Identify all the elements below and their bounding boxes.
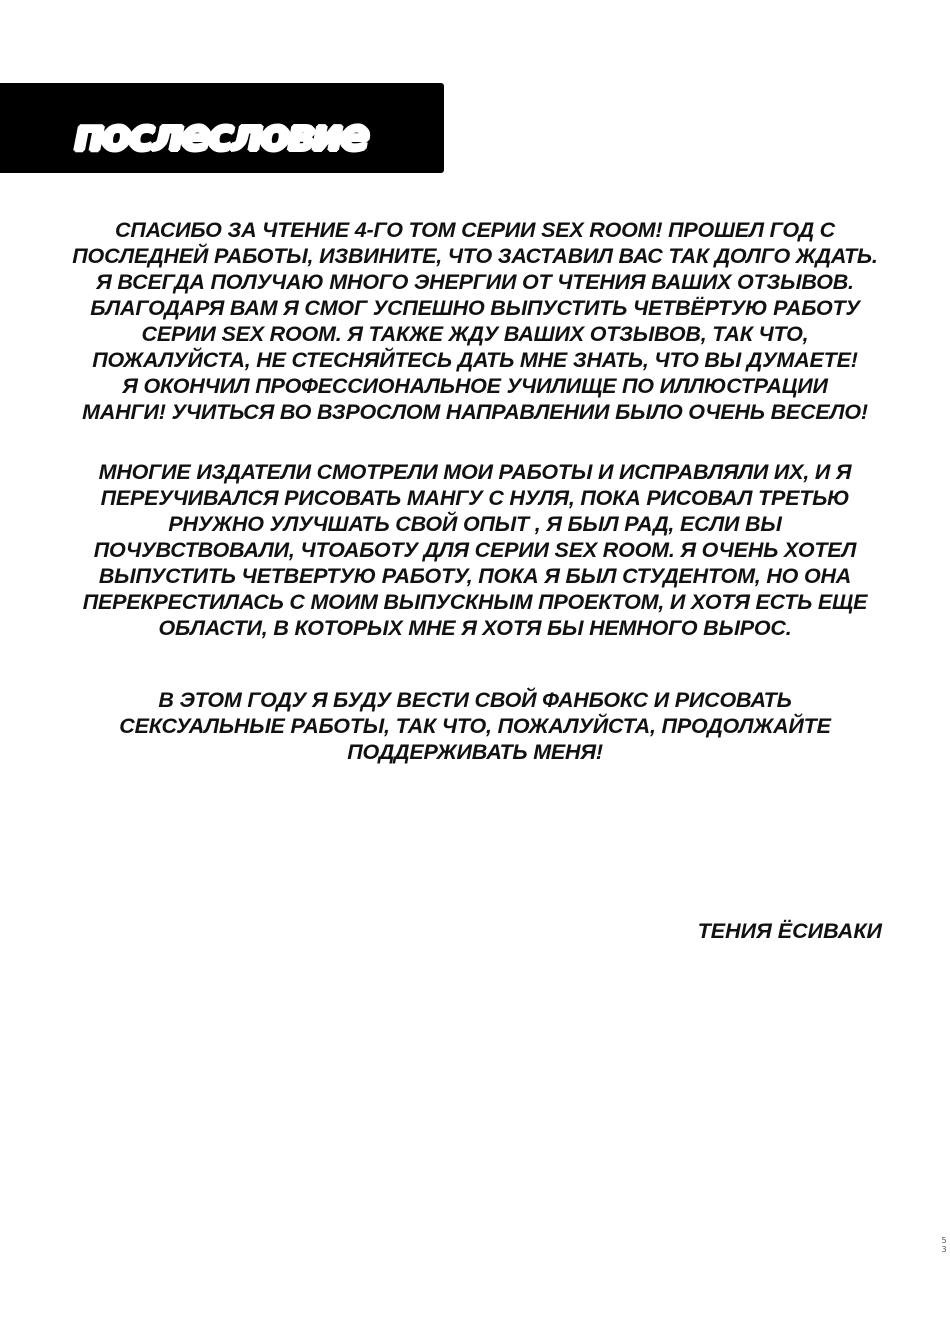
author-signature: ТЕНИЯ ЁСИВАКИ: [697, 919, 882, 943]
paragraph-line: ВЫПУСТИТЬ ЧЕТВЕРТУЮ РАБОТУ, ПОКА Я БЫЛ СТУДЕНТОМ, НО ОНА: [98, 564, 852, 588]
paragraph-line: В ЭТОМ ГОДУ Я БУДУ ВЕСТИ СВОЙ ФАНБОКС И РИСОВАТЬ: [158, 688, 792, 712]
page-number-digit: 3: [941, 1245, 947, 1254]
paragraph-line: ПОЖАЛУЙСТА, НЕ СТЕСНЯЙТЕСЬ ДАТЬ МНЕ ЗНАТЬ, ЧТО ВЫ ДУМАЕТЕ!: [92, 348, 858, 372]
page-number: [941, 1236, 947, 1254]
paragraph-line: ПОСЛЕДНЕЙ РАБОТЫ, ИЗВИНИТЕ, ЧТО ЗАСТАВИЛ ВАС ТАК ДОЛГО ЖДАТЬ.: [72, 244, 878, 268]
paragraph-1: [10, 217, 940, 425]
paragraph-line: ПОДДЕРЖИВАТЬ МЕНЯ!: [347, 740, 603, 764]
page-number-digit: 5: [941, 1236, 947, 1245]
paragraph-2: [10, 459, 940, 641]
paragraph-line: ОБЛАСТИ, В КОТОРЫХ МНЕ Я ХОТЯ БЫ НЕМНОГО ВЫРОС.: [158, 616, 792, 640]
paragraph-line: МНОГИЕ ИЗДАТЕЛИ СМОТРЕЛИ МОИ РАБОТЫ И ИСПРАВЛЯЛИ ИХ, И Я: [98, 460, 852, 484]
paragraph-line: СПАСИБО ЗА ЧТЕНИЕ 4-ГО ТОМ СЕРИИ SEX ROOM! ПРОШЕЛ ГОД С: [115, 218, 835, 242]
paragraph-line: Я ВСЕГДА ПОЛУЧАЮ МНОГО ЭНЕРГИИ ОТ ЧТЕНИЯ ВАШИХ ОТЗЫВОВ.: [96, 270, 854, 294]
paragraph-3: [10, 687, 940, 765]
paragraph-line: РНУЖНО УЛУЧШАТЬ СВОЙ ОПЫТ , Я БЫЛ РАД, ЕСЛИ ВЫ: [168, 512, 782, 536]
paragraph-line: Я ОКОНЧИЛ ПРОФЕССИОНАЛЬНОЕ УЧИЛИЩЕ ПО ИЛЛЮСТРАЦИИ: [122, 374, 828, 398]
page-title: послесловие: [74, 110, 367, 161]
paragraph-line: ПЕРЕКРЕСТИЛАСЬ С МОИМ ВЫПУСКНЫМ ПРОЕКТОМ, И ХОТЯ ЕСТЬ ЕЩЕ: [82, 590, 868, 614]
paragraph-line: МАНГИ! УЧИТЬСЯ ВО ВЗРОСЛОМ НАПРАВЛЕНИИ БЫЛО ОЧЕНЬ ВЕСЕЛО!: [82, 400, 868, 424]
paragraph-line: БЛАГОДАРЯ ВАМ Я СМОГ УСПЕШНО ВЫПУСТИТЬ ЧЕТВЁРТУЮ РАБОТУ: [90, 296, 860, 320]
paragraph-line: ПОЧУВСТВОВАЛИ, ЧТОАБОТУ ДЛЯ СЕРИИ SEX ROOM. Я ОЧЕНЬ ХОТЕЛ: [93, 538, 857, 562]
paragraph-line: СЕКСУАЛЬНЫЕ РАБОТЫ, ТАК ЧТО, ПОЖАЛУЙСТА, ПРОДОЛЖАЙТЕ: [119, 714, 831, 738]
paragraph-line: ПЕРЕУЧИВАЛСЯ РИСОВАТЬ МАНГУ С НУЛЯ, ПОКА РИСОВАЛ ТРЕТЬЮ: [100, 486, 850, 510]
paragraph-line: СЕРИИ SEX ROOM. Я ТАКЖЕ ЖДУ ВАШИХ ОТЗЫВОВ, ТАК ЧТО,: [141, 322, 809, 346]
